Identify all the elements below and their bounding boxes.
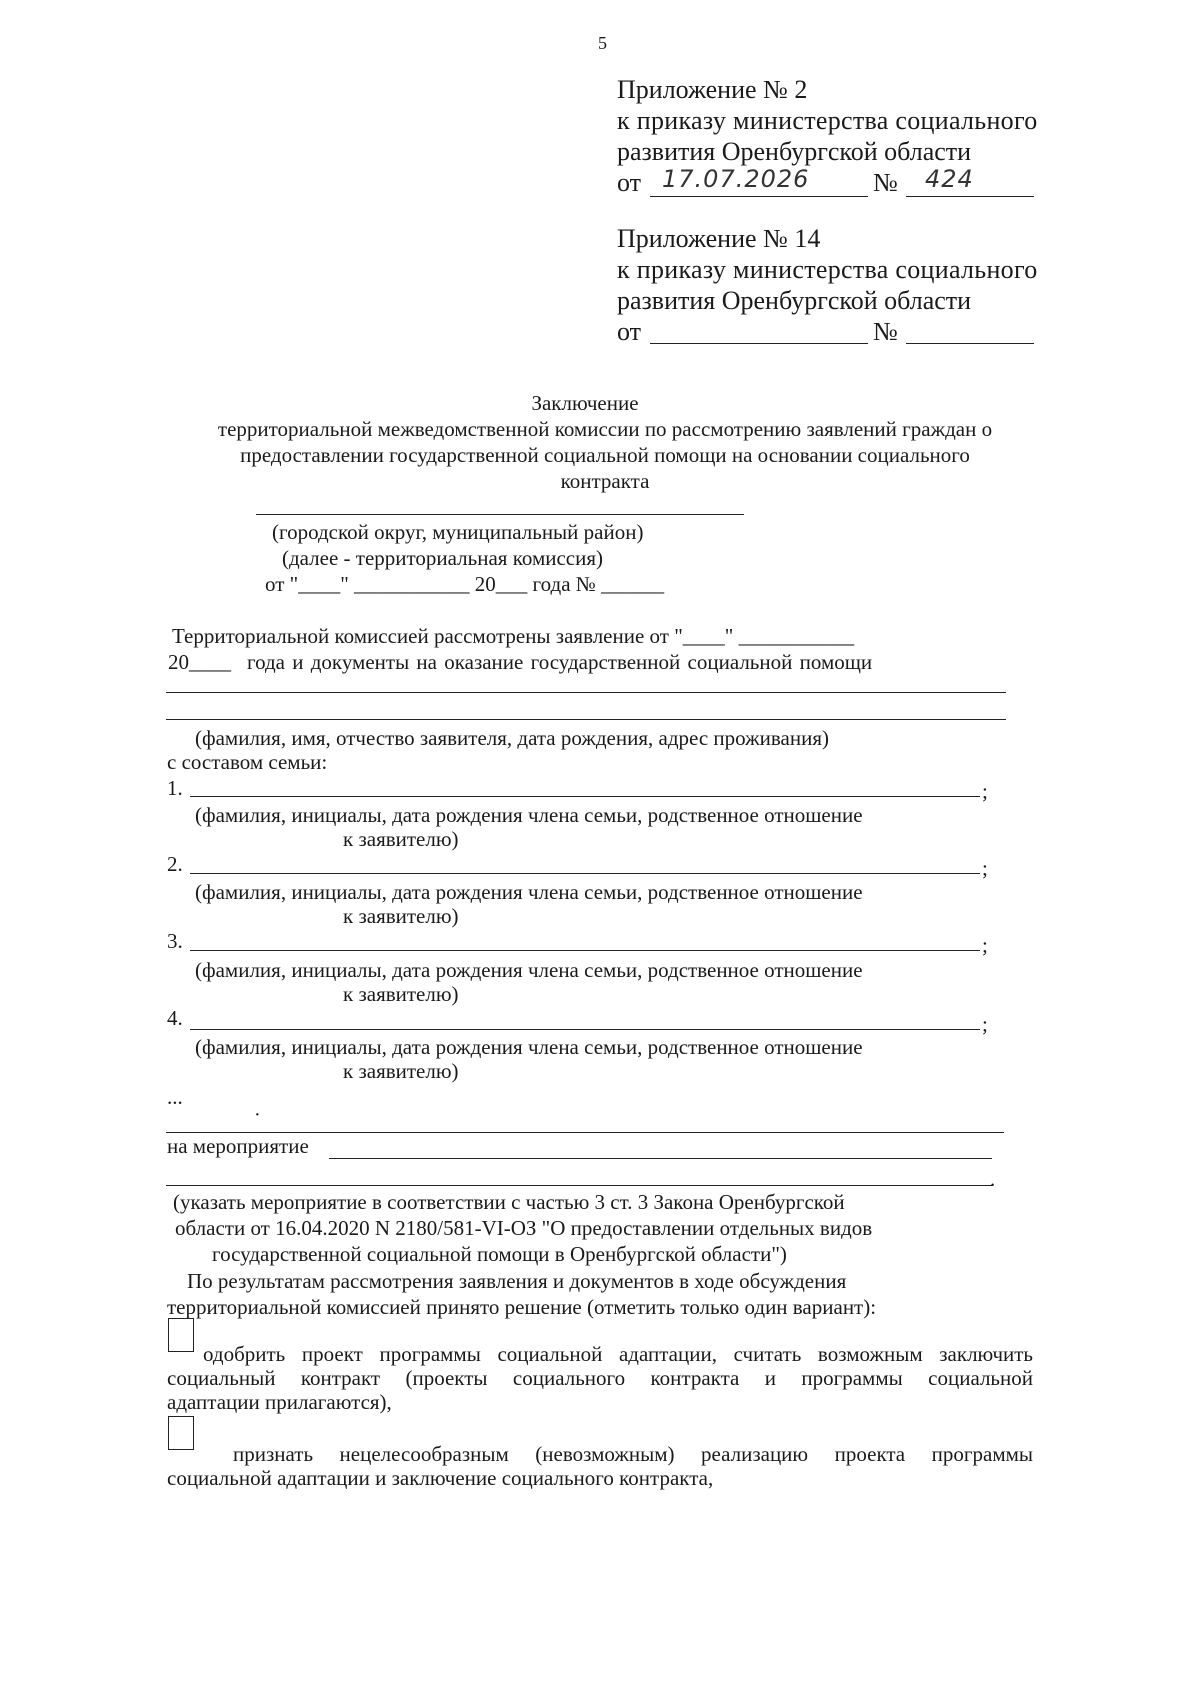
document-subtitle-line-2: предоставлении государственной социальной помощи на основании социального xyxy=(240,443,970,467)
event-label: на мероприятие xyxy=(167,1134,309,1158)
district-caption: (городской округ, муниципальный район) xyxy=(272,520,644,544)
option-text-line-1: одобрить проект программы социальной адаптации, считать возможным заключить xyxy=(203,1342,1033,1366)
member-caption-2: к заявителю) xyxy=(343,1059,459,1083)
member-number: 3. xyxy=(167,929,183,953)
appendix-from-label: от xyxy=(617,168,642,197)
considered-line: Территориальной комиссией рассмотрены заявление от "____" ___________ xyxy=(172,624,855,648)
document-title: Заключение xyxy=(531,391,639,415)
member-underline xyxy=(190,796,980,797)
appendix-number-handwritten: 424 xyxy=(925,165,974,193)
appendix-date-handwritten: 17.07.2026 xyxy=(662,165,810,193)
appendix-number-label: № xyxy=(873,317,898,346)
member-semicolon: ; xyxy=(982,933,988,957)
conclusion-date-line: от "____" ___________ 20___ года № ______ xyxy=(265,572,665,596)
member-underline xyxy=(190,950,980,951)
applicant-underline-1 xyxy=(166,692,1006,693)
event-period: . xyxy=(990,1167,996,1191)
member-caption-2: к заявителю) xyxy=(343,982,459,1006)
page-number: 5 xyxy=(598,33,607,53)
member-semicolon: ; xyxy=(982,856,988,880)
document-subtitle-line-3: контракта xyxy=(560,469,650,493)
member-number: 4. xyxy=(167,1006,183,1030)
member-number: 1. xyxy=(167,776,183,800)
event-underline-inline xyxy=(329,1158,992,1159)
appendix-number-label: № xyxy=(873,168,898,197)
event-underline-bottom xyxy=(166,1185,992,1186)
appendix-ministry-line: развития Оренбургской области xyxy=(617,137,972,166)
appendix-ministry-line: развития Оренбургской области xyxy=(617,286,972,315)
district-underline xyxy=(256,514,744,515)
year-prefix: 20____ xyxy=(168,650,231,674)
member-caption: (фамилия, инициалы, дата рождения члена семьи, родственное отношение xyxy=(195,880,863,904)
result-line-1: По результатам рассмотрения заявления и документов в ходе обсуждения xyxy=(187,1269,847,1293)
member-semicolon: ; xyxy=(982,1012,988,1036)
result-line-2: территориальной комиссией принято решение (отметить только один вариант): xyxy=(167,1295,877,1319)
appendix-date-underline xyxy=(650,343,868,344)
member-underline xyxy=(190,873,980,874)
appendix-order-line: к приказу министерства социального xyxy=(617,255,1038,284)
option-text-line-1: признать нецелесообразным (невозможным) реализацию проекта программы xyxy=(233,1442,1033,1466)
commission-caption: (далее - территориальная комиссия) xyxy=(282,546,603,570)
appendix-number-underline xyxy=(906,196,1034,197)
member-number: 2. xyxy=(167,852,183,876)
appendix-order-line: к приказу министерства социального xyxy=(617,106,1038,135)
option-text-line-2: социальный контракт (проекты социального контракта и программы социальной xyxy=(167,1366,1033,1390)
family-label: с составом семьи: xyxy=(167,750,328,774)
member-semicolon: ; xyxy=(982,779,988,803)
option-text-line-3: адаптации прилагаются), xyxy=(167,1390,392,1414)
appendix-date-underline xyxy=(650,196,868,197)
appendix-title: Приложение № 14 xyxy=(617,224,821,253)
document-subtitle-line-1: территориальной межведомственной комиссии по рассмотрению заявлений граждан о xyxy=(217,417,993,441)
event-caption-3: государственной социальной помощи в Оренбургской области") xyxy=(212,1242,787,1266)
documents-line: года и документы на оказание государственной социальной помощи xyxy=(247,650,873,674)
member-caption: (фамилия, инициалы, дата рождения члена семьи, родственное отношение xyxy=(195,803,863,827)
appendix-number-underline xyxy=(906,343,1034,344)
applicant-caption: (фамилия, имя, отчество заявителя, дата рождения, адрес проживания) xyxy=(195,726,829,750)
member-caption-2: к заявителю) xyxy=(343,904,459,928)
event-caption-1: (указать мероприятие в соответствии с частью 3 ст. 3 Закона Оренбургской xyxy=(173,1190,845,1214)
member-caption-2: к заявителю) xyxy=(343,827,459,851)
applicant-underline-2 xyxy=(166,719,1006,720)
member-caption: (фамилия, инициалы, дата рождения члена семьи, родственное отношение xyxy=(195,958,863,982)
member-caption: (фамилия, инициалы, дата рождения члена семьи, родственное отношение xyxy=(195,1035,863,1059)
option-checkbox[interactable] xyxy=(168,1416,194,1450)
event-caption-2: области от 16.04.2020 N 2180/581-VI-ОЗ "О предоставлении отдельных видов xyxy=(175,1216,873,1240)
option-text-line-2: социальной адаптации и заключение социального контракта, xyxy=(167,1466,714,1490)
appendix-from-label: от xyxy=(617,317,642,346)
appendix-title: Приложение № 2 xyxy=(617,75,808,104)
stray-dot: · xyxy=(254,1104,261,1126)
ellipsis: ... xyxy=(167,1085,183,1109)
member-underline xyxy=(190,1029,980,1030)
option-checkbox[interactable] xyxy=(168,1318,194,1352)
